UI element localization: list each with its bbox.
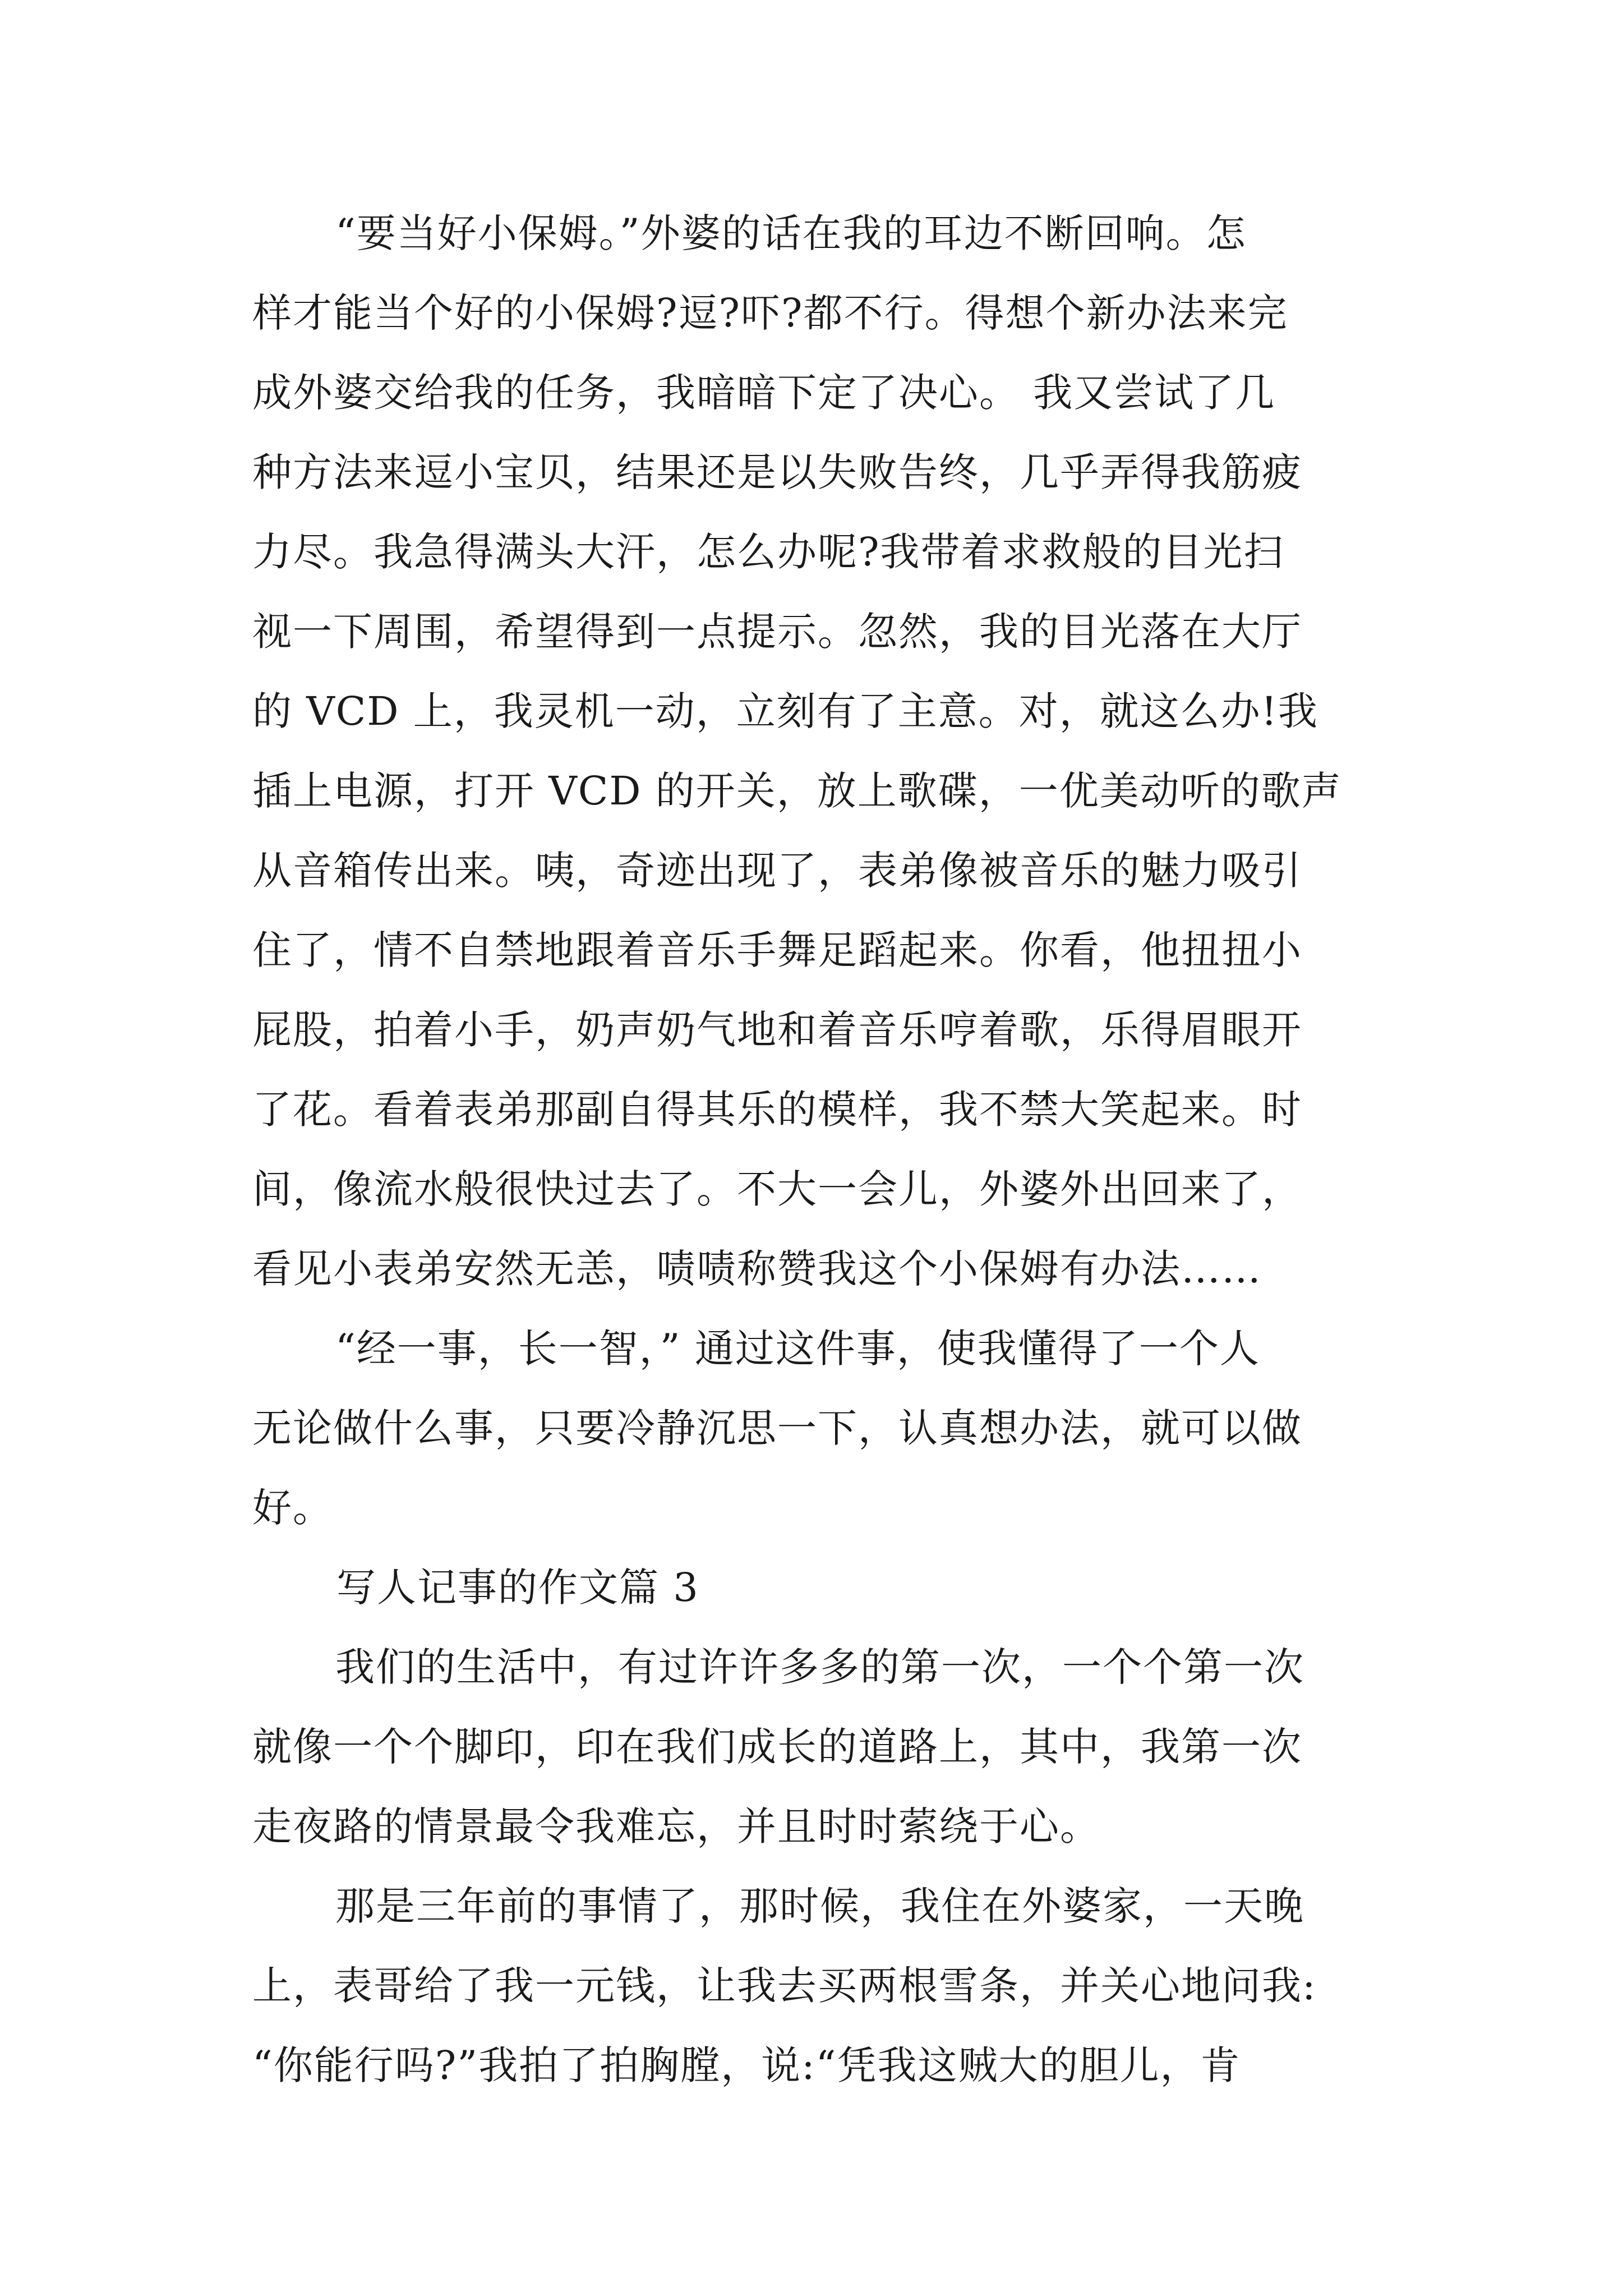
text-line: 上，表哥给了我一元钱，让我去买两根雪条，并关心地问我:	[252, 1963, 1317, 2009]
text-line: “你能行吗?”我拍了拍胸膛，说:“凭我这贼大的胆儿，肯	[252, 2042, 1241, 2088]
text-line: 就像一个个脚印，印在我们成长的道路上，其中，我第一次	[252, 1724, 1302, 1770]
document-body	[252, 194, 1396, 2105]
text-line: 我们的生活中，有过许许多多的第一次，一个个第一次	[335, 1644, 1304, 1690]
text-line: 种方法来逗小宝贝，结果还是以失败告终，几乎弄得我筋疲	[252, 449, 1302, 495]
text-line: 好。	[252, 1485, 333, 1531]
text-line: 力尽。我急得满头大汗，怎么办呢?我带着求救般的目光扫	[252, 529, 1284, 575]
text-line: 从音箱传出来。咦，奇迹出现了，表弟像被音乐的魅力吸引	[252, 848, 1302, 894]
text-line: 走夜路的情景最令我难忘，并且时时萦绕于心。	[252, 1803, 1100, 1849]
text-line: 间，像流水般很快过去了。不大一会儿，外婆外出回来了，	[252, 1166, 1302, 1212]
text-line: 成外婆交给我的任务，我暗暗下定了决心。 我又尝试了几	[252, 370, 1276, 416]
text-line: 屁股，拍着小手，奶声奶气地和着音乐哼着歌，乐得眉眼开	[252, 1007, 1302, 1053]
text-line: “要当好小保姆。”外婆的话在我的耳边不断回响。怎	[335, 210, 1247, 256]
text-line: 插上电源，打开 VCD 的开关，放上歌碟，一优美动听的歌声	[252, 768, 1342, 814]
text-line: 住了，情不自禁地跟着音乐手舞足蹈起来。你看，他扭扭小	[252, 927, 1302, 973]
text-line: 样才能当个好的小保姆?逗?吓?都不行。得想个新办法来完	[252, 290, 1288, 336]
text-line: 无论做什么事，只要冷静沉思一下，认真想办法，就可以做	[252, 1405, 1302, 1451]
text-line: “经一事，长一智，” 通过这件事，使我懂得了一个人	[335, 1326, 1260, 1372]
text-line: 视一下周围，希望得到一点提示。忽然，我的目光落在大厅	[252, 609, 1302, 655]
text-line: 了花。看着表弟那副自得其乐的模样，我不禁大笑起来。时	[252, 1087, 1302, 1133]
text-line: 的 VCD 上，我灵机一动，立刻有了主意。对，就这么办!我	[252, 688, 1318, 734]
text-line: 那是三年前的事情了，那时候，我住在外婆家，一天晚	[335, 1883, 1304, 1929]
text-line: 看见小表弟安然无恙，啧啧称赞我这个小保姆有办法……	[252, 1246, 1262, 1292]
section-heading: 写人记事的作文篇 3	[336, 1565, 699, 1611]
